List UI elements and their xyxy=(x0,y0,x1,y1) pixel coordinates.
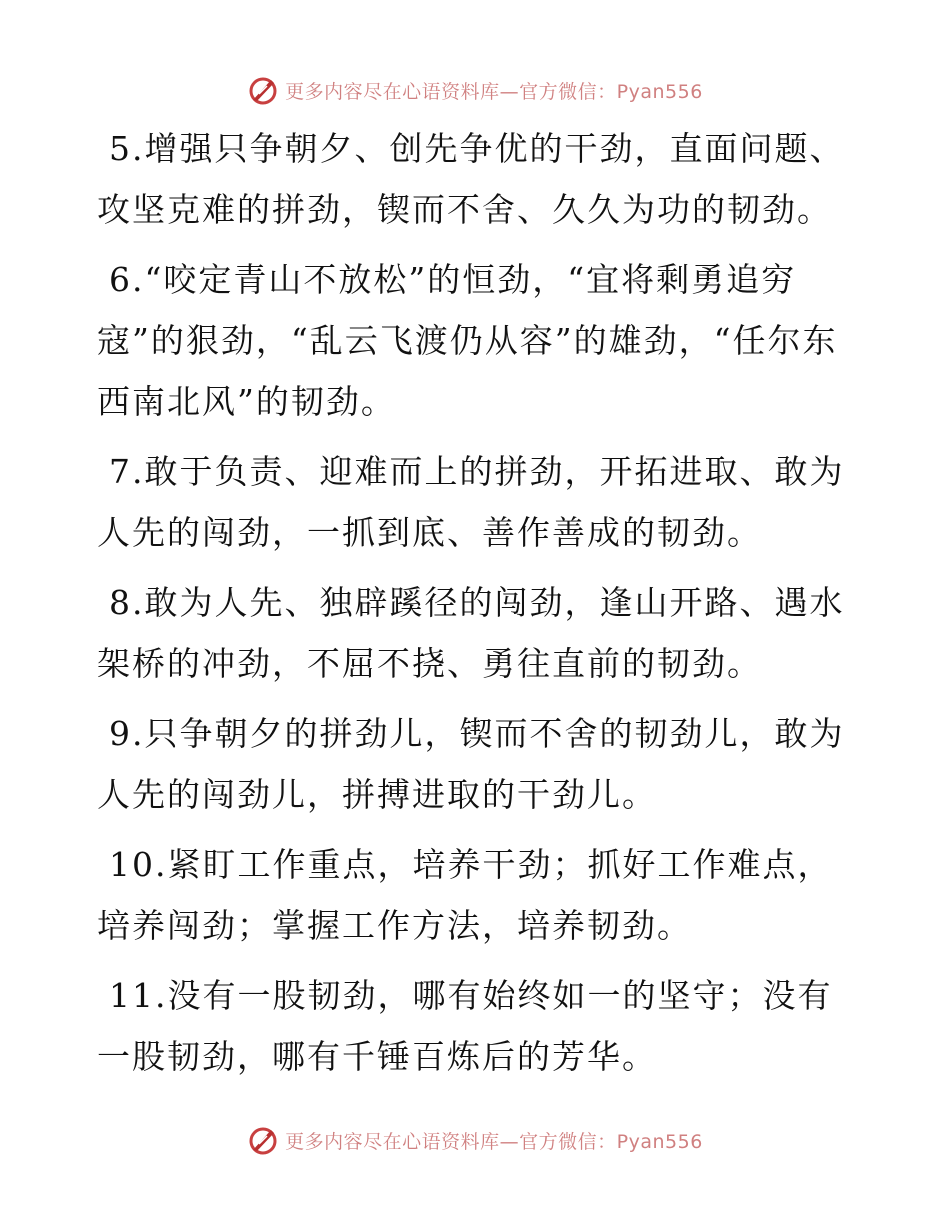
quill-circle-logo-icon xyxy=(247,1124,279,1156)
paragraph-7: 7.敢于负责、迎难而上的拼劲，开拓进取、敢为人先的闯劲，一抓到底、善作善成的韧劲。 xyxy=(97,452,845,552)
header-banner xyxy=(0,70,950,110)
paragraph-10: 10.紧盯工作重点，培养干劲；抓好工作难点，培养闯劲；掌握工作方法，培养韧劲。 xyxy=(97,845,833,945)
paragraph-8: 8.敢为人先、独辟蹊径的闯劲，逢山开路、遇水架桥的冲劲，不屈不挠、勇往直前的韧劲。 xyxy=(97,583,845,683)
paragraph-11: 11.没有一股韧劲，哪有始终如一的坚守；没有一股韧劲，哪有千锤百炼后的芳华。 xyxy=(97,976,833,1076)
footer-banner-text: 更多内容尽在心语资料库—官方微信：Pyan556 xyxy=(285,1130,703,1153)
footer-banner xyxy=(0,1120,950,1160)
header-banner-text: 更多内容尽在心语资料库—官方微信：Pyan556 xyxy=(285,80,703,103)
paragraph-9: 9.只争朝夕的拼劲儿，锲而不舍的韧劲儿，敢为人先的闯劲儿，拼搏进取的干劲儿。 xyxy=(97,714,845,814)
paragraph-6: 6.“咬定青山不放松”的恒劲，“宜将剩勇追穷寇”的狠劲，“乱云飞渡仍从容”的雄劲，“任尔东西南北风”的韧劲。 xyxy=(97,260,838,421)
quill-circle-logo-icon xyxy=(247,74,279,106)
document-body xyxy=(97,118,857,1096)
paragraph-5: 5.增强只争朝夕、创先争优的干劲，直面问题、攻坚克难的拼劲，锲而不舍、久久为功的韧劲。 xyxy=(97,129,845,229)
